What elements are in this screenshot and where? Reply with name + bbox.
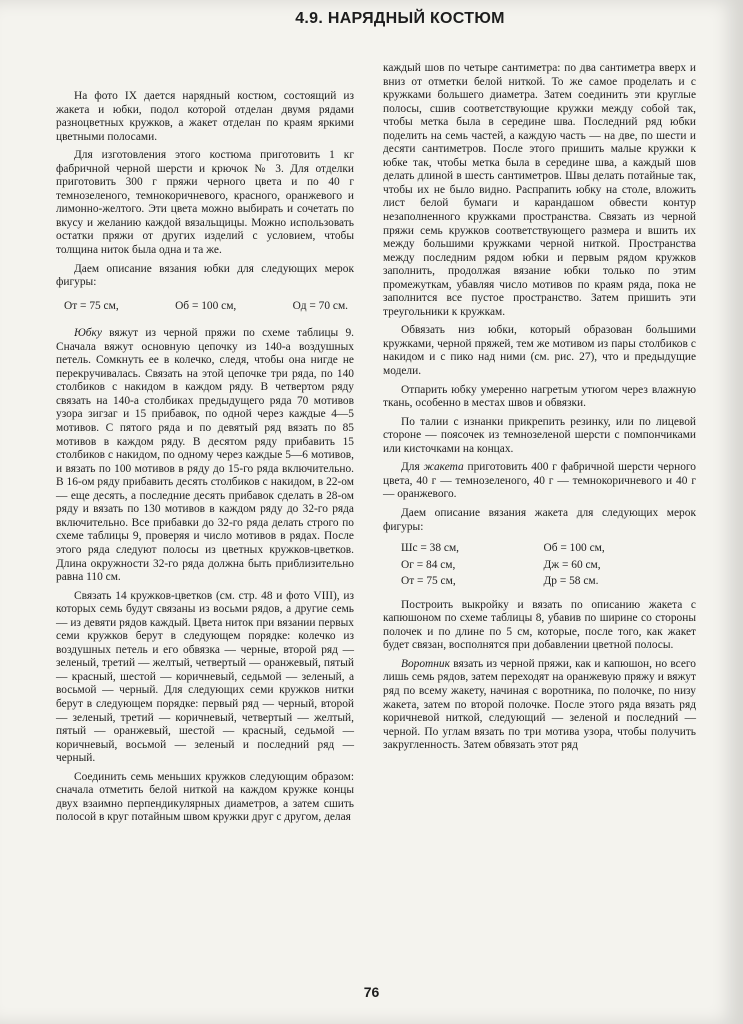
left-column bbox=[56, 90, 354, 830]
paragraph: Для изготовления этого костюма приготовить 1 кг фабричной черной шерсти и крючок № 3. Для отделки приготовить 300 г пряжи черного цвета и по 40 г темнозеленого, темнокоричневого, красного, оранжевого и лимонно-желтого. Эти цвета можно выбирать и сочетать по вкусу и желанию каждой вязальщицы. Можно использовать остатки пряжи от других изделий с условием, чтобы толщина ниток была одна и та же. bbox=[56, 149, 354, 257]
skirt-measurements bbox=[64, 300, 348, 314]
paragraph: Связать 14 кружков-цветков (см. стр. 48 и фото VIII), из которых семь будут связаны из восьми рядов, а другие семь — из девяти рядов каждый. Цвета ниток при вязании первых семи кружков берут в следующем порядке: колечко из воздушных петель и его обвязка — черные, второй ряд — зеленый, третий — желтый, четвертый — оранжевый, пятый — красный, шестой — коричневый, седьмой — зеленый, а восьмой — черный. Для следующих семи кружков нитки берут в следующем порядке: первый ряд — черный, второй — зеленый, третий — коричневый, четвертый — желтый, пятый — оранжевый, шестой — красный, седьмой — коричневый, восьмой — зеленый и последний ряд — черный. bbox=[56, 589, 354, 765]
paragraph: Отпарить юбку умеренно нагретым утюгом через влажную ткань, особенно в местах швов и обвязки. bbox=[383, 383, 696, 410]
paragraph bbox=[383, 461, 696, 502]
paragraph: По талии с изнанки прикрепить резинку, или по лицевой стороне — поясочек из темнозеленой шерсти с помпончиками или кисточками на концах. bbox=[383, 415, 696, 455]
paragraph: Обвязать низ юбки, который образован большими кружками, черной пряжей, тем же мотивом из пары столбиков с накидом и с пико над ними (см. рис. 27), что и предыдущие модели. bbox=[383, 324, 696, 378]
measure-waist: От = 75 см, bbox=[401, 575, 456, 588]
italic-term: жакета bbox=[423, 461, 464, 474]
italic-term: Юбку bbox=[74, 327, 102, 340]
paragraph-text: приготовить 400 г фабричной шерсти черного цвета, 40 г — темнозеленого, 40 г — темнокоричневого и 40 г — оранжевого. bbox=[383, 461, 696, 501]
measure-jacket-length: Дж = 60 см, bbox=[543, 558, 601, 571]
paragraph-text: вяжут из черной пряжи по схеме таблицы 9. Сначала вяжут основную цепочку из 140-а воздушных петель. Сомкнуть ее в колечко, следя, чтобы она нигде не перекручивалась. Связать на этой цепочке три ряда, по 140 столбиков с накидом в каждом ряду. В четвертом ряду связать на 140-а столбиках предыдущего ряда 70 мотивов узора зигзаг и 15 прибавок, по одной через каждые 4—5 мотивов. С пятого ряда и по девятый ряд вязать по 85 мотивов в каждом ряду. В десятом ряду прибавить 15 столбиков с накидом, по одному через каждые 5—6 мотивов, и вязать по 100 мотивов в ряду до 15-го ряда включительно. В 16-ом ряду прибавить десять столбиков с накидом, в 22-ом — еще десять, а последние десять прибавок сделать в 28-ом ряду и вязать по 130 мотивов в каждом ряду до 32-го ряда включительно. Все прибавки до 32-го ряда делать строго по схеме таблицы 9, проверяя и число мотивов в рядах. После этого ряда следуют полосы из цветных кружков-цветков. Длина окружности 32-го ряда должна быть приблизительно равна 110 см. bbox=[56, 327, 354, 584]
paragraph: На фото IX дается нарядный костюм, состоящий из жакета и юбки, подол которой отделан двумя рядами разноцветных кружков, а жакет отделан по краям яркими цветными полосами. bbox=[56, 90, 354, 143]
paragraph: Даем описание вязания жакета для следующих мерок фигуры: bbox=[383, 506, 696, 533]
measure-waist: От = 75 см, bbox=[64, 299, 119, 312]
paragraph: Построить выкройку и вязать по описанию жакета с капюшоном по схеме таблицы 8, убавив по ширине со стороны полочек и по длине по 5 см, которые, после того, как жакет будет связан, восполнятся при добавлении цветной полосы. bbox=[383, 598, 696, 652]
paragraph: Соединить семь меньших кружков следующим образом: сначала отметить белой ниткой на каждом кружке концы двух взаимно перпендикулярных диаметров, а затем сшить полосой в круг потайным швом кружки друг с другом, делая bbox=[56, 770, 354, 824]
paragraph: Даем описание вязания юбки для следующих мерок фигуры: bbox=[56, 262, 354, 289]
paragraph bbox=[383, 658, 696, 753]
paragraph: каждый шов по четыре сантиметра: по два сантиметра вверх и вниз от отметки белой ниткой. То же самое проделать и с кружками большего диаметра. Затем соединить эти круглые полосы, сшив соответствующие кружки между собой так, чтобы метка была в середине шва. Последний ряд юбки поделить на семь частей, а каждую часть — на две, по шести и десяти сантиметров. После этого пришить малые кружки к юбке так, чтобы метка была в середине шва, а каждый шов делать длиной в шесть сантиметров. Швы делать потайные так, чтобы их не было видно. Распрапить юбку на столе, вложить лист белой бумаги и карандашом обвести контур незаполненного кружками пространства. Связать из черной пряжи семь кружков соответствующего размера и вшить их между большими кружками черной ниткой. Пространства между последним рядом юбки и первым рядом кружков заполнить, продолжая вязание юбки только по этим промежуткам, убавляя число мотивов по краям ряда, пока не заполнится все пустое пространство. Затем пришить эти треугольники к кружкам. bbox=[383, 62, 696, 318]
paragraph-text: Для bbox=[401, 461, 424, 474]
measure-chest: Ог = 84 см, bbox=[401, 558, 456, 571]
paragraph-text: вязать из черной пряжи, как и капюшон, но всего лишь семь рядов, затем переходят на оранжевую пряжу и вяжут ряд по всему жакету, начиная с воротника, по полочке, по низу жакета, затем по второй полочке. После этого ряда вязать ряд коричневой ниткой, следующий — зеленой и последний — черной. По углам вязать по три мотива узора, чтобы получить закругленность. Затем обвязать этот ряд bbox=[383, 657, 696, 752]
measure-skirt-length: Од = 70 см. bbox=[292, 299, 348, 312]
jacket-measurements bbox=[401, 542, 686, 589]
measure-hips: Об = 100 см, bbox=[175, 299, 237, 312]
italic-term: Воротник bbox=[401, 657, 450, 670]
measure-sleeve-length: Др = 58 см. bbox=[543, 575, 599, 588]
measure-neck: Шс = 38 см, bbox=[401, 542, 460, 555]
right-column bbox=[383, 62, 696, 758]
section-title: 4.9. НАРЯДНЫЙ КОСТЮМ bbox=[295, 10, 505, 27]
page-number: 76 bbox=[363, 984, 380, 1000]
measure-hips: Об = 100 см, bbox=[543, 542, 605, 555]
paragraph bbox=[56, 327, 354, 584]
